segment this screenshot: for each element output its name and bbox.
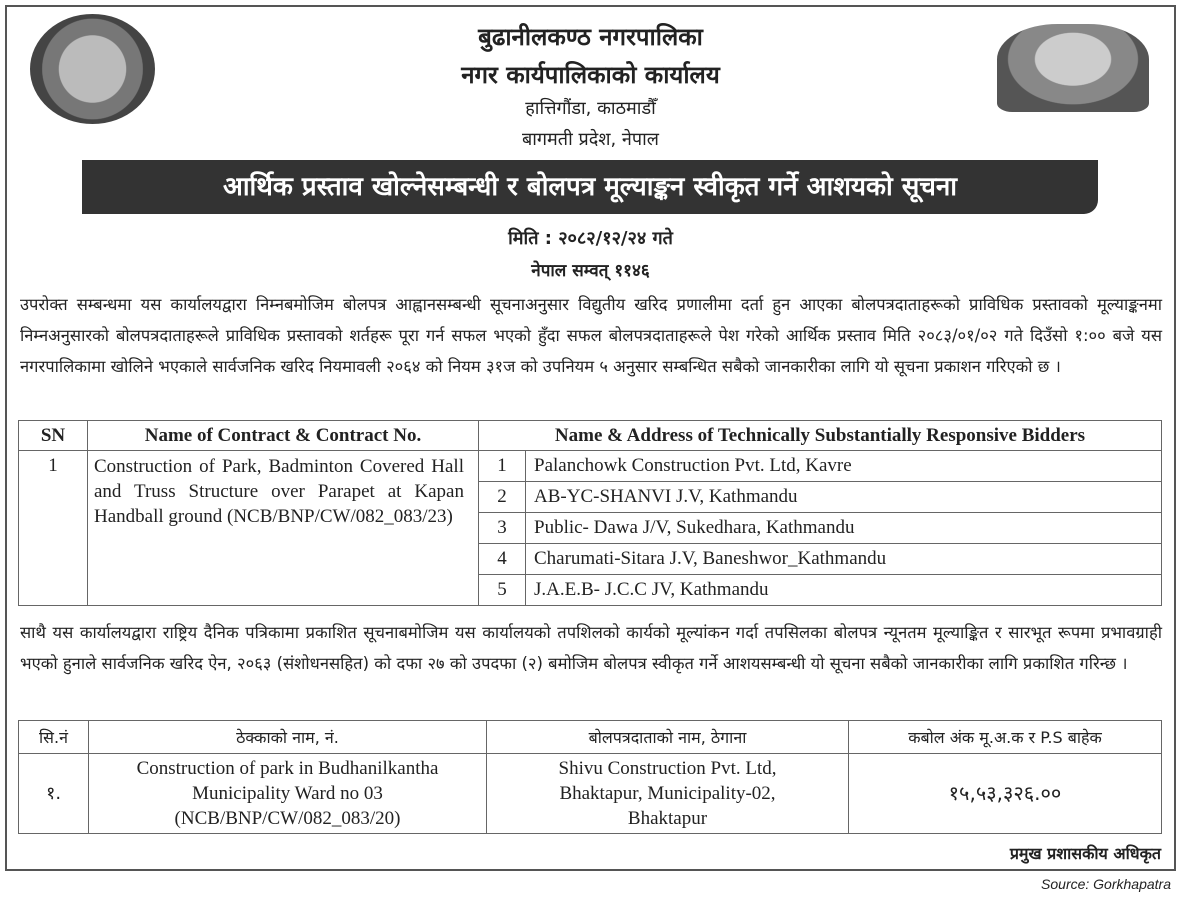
office-location: हात्तिगौंडा, काठमाडौँ [525, 98, 656, 119]
bidder-name: AB-YC-SHANVI J.V, Kathmandu [526, 482, 1162, 513]
header-bidders: Name & Address of Technically Substantially Responsive Bidders [479, 421, 1162, 451]
cell-contract: Construction of Park, Badminton Covered Hall and Truss Structure over Parapet at Kapan Handball ground (NCB/BNP/CW/082_083/23) [88, 451, 479, 606]
responsive-bidders-table [18, 420, 1162, 606]
bidder-no: 5 [479, 575, 526, 606]
cell-sn: १. [19, 754, 89, 834]
bidder-no: 1 [479, 451, 526, 482]
intent-to-award-table [18, 720, 1162, 834]
bidder-name: Palanchowk Construction Pvt. Ltd, Kavre [526, 451, 1162, 482]
header-contract: Name of Contract & Contract No. [88, 421, 479, 451]
notice-date: मिति : २०८२/१२/२४ गते [508, 228, 673, 249]
bidder-name: Charumati-Sitara J.V, Baneshwor_Kathmandu [526, 544, 1162, 575]
header-sn: SN [19, 421, 88, 451]
table-header-row [19, 721, 1162, 754]
signatory: प्रमुख प्रशासकीय अधिकृत [1009, 844, 1161, 863]
cell-bidder: Shivu Construction Pvt. Ltd, Bhaktapur, Municipality-02, Bhaktapur [487, 754, 849, 834]
header-bidder: बोलपत्रदाताको नाम, ठेगाना [487, 721, 849, 754]
bidder-name: Public- Dawa J/V, Sukedhara, Kathmandu [526, 513, 1162, 544]
municipality-name: बुढानीलकण्ठ नगरपालिका [478, 23, 703, 51]
bidder-no: 3 [479, 513, 526, 544]
bidder-no: 4 [479, 544, 526, 575]
header-sn: सि.नं [19, 721, 89, 754]
paragraph-1: उपरोक्त सम्बन्धमा यस कार्यालयद्वारा निम्नबमोजिम बोलपत्र आह्वानसम्बन्धी सूचनाअनुसार विद्युतीय खरिद प्रणालीमा दर्ता हुन आएका बोलपत्रदाताहरूको प्राविधिक प्रस्तावको मूल्याङ्कनमा निम्नअनुसारको बोलपत्रदाताहरूले प्राविधिक प्रस्तावको शर्तहरू पूरा गर्न सफल भएको हुँदा सफल बोलपत्रदाताहरूले पेश गरेको आर्थिक प्रस्ताव मिति २०८३/०१/०२ गते दिउँसो १:०० बजे यस नगरपालिकामा खोलिने भएकाले सार्वजनिक खरिद नियमावली २०६४ को नियम ३१ज को उपनियम ५ अनुसार सम्बन्धित सबैको जानकारीका लागि यो सूचना प्रकाशन गरिएको छ । [20, 295, 1162, 376]
notice-title: आर्थिक प्रस्ताव खोल्नेसम्बन्धी र बोलपत्र मूल्याङ्कन स्वीकृत गर्ने आशयको सूचना [82, 160, 1098, 214]
paragraph-2: साथै यस कार्यालयद्वारा राष्ट्रिय दैनिक पत्रिकामा प्रकाशित सूचनाबमोजिम यस कार्यालयको तपशिलको कार्यको मूल्यांकन गर्दा तपसिलका बोलपत्र न्यूनतम मूल्याङ्कित र सारभूत रूपमा प्रभावग्राही भएको हुनाले सार्वजनिक खरिद ऐन, २०६३ (संशोधनसहित) को दफा २७ को उपदफा (२) बमोजिम बोलपत्र स्वीकृत गर्ने आशयसम्बन्धी यो सूचना सबैको जानकारीका लागि प्रकाशित गरिन्छ । [20, 623, 1162, 673]
office-province: बागमती प्रदेश, नेपाल [521, 129, 660, 150]
header-contract: ठेक्काको नाम, नं. [89, 721, 487, 754]
table-header-row [19, 421, 1162, 451]
table-row [19, 754, 1162, 834]
cell-sn: 1 [19, 451, 88, 606]
bidder-no: 2 [479, 482, 526, 513]
source-credit: Source: Gorkhapatra [1041, 876, 1171, 892]
cell-amount: १५,५३,३२६.०० [849, 754, 1162, 834]
nepal-samvat: नेपाल सम्वत् ११४६ [531, 261, 650, 281]
office-name: नगर कार्यपालिकाको कार्यालय [461, 61, 720, 89]
cell-contract: Construction of park in Budhanilkantha Municipality Ward no 03 (NCB/BNP/CW/082_083/20) [89, 754, 487, 834]
header-amount: कबोल अंक मू.अ.क र P.S बाहेक [849, 721, 1162, 754]
bidder-name: J.A.E.B- J.C.C JV, Kathmandu [526, 575, 1162, 606]
table-row [19, 451, 1162, 482]
